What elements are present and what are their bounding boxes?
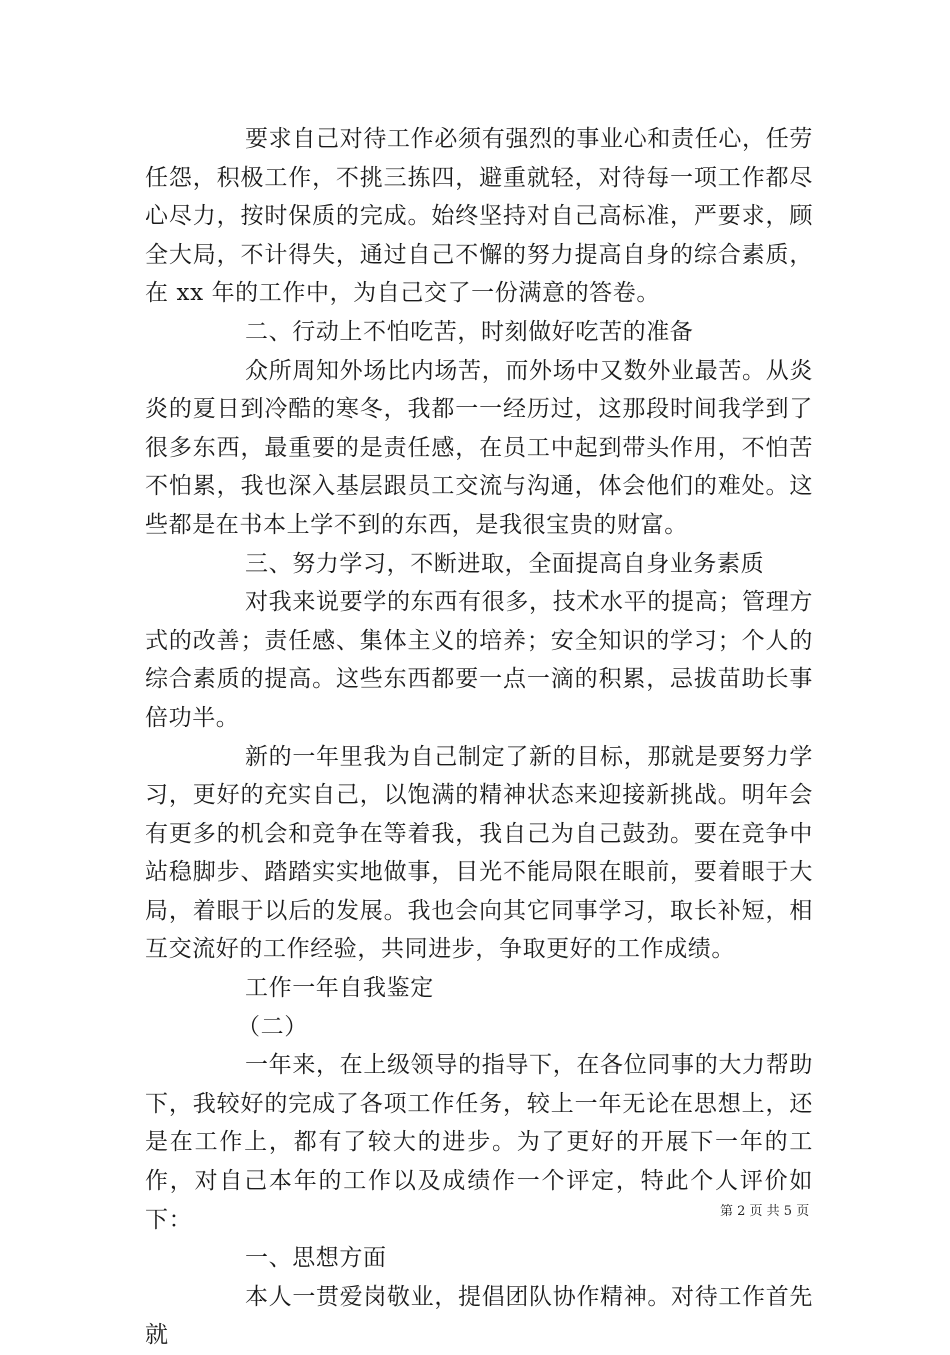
body-paragraph: 众所周知外场比内场苦，而外场中又数外业最苦。从炎炎的夏日到冷酷的寒冬，我都一一经历过，这那段时间我学到了很多东西，最重要的是责任感，在员工中起到带头作用，不怕苦不怕累，我也深入基层跟员工交流与沟通，体会他们的难处。这些都是在书本上学不到的东西，是我很宝贵的财富。 [145, 357, 813, 538]
document-title: 工作一年自我鉴定 [245, 975, 434, 1002]
document-subtitle: （二） [237, 1013, 308, 1040]
body-paragraph: 本人一贯爱岗敬业，提倡团队协作精神。对待工作首先就 [145, 1283, 813, 1349]
body-paragraph: 对我来说要学的东西有很多，技术水平的提高；管理方式的改善；责任感、集体主义的培养；安全知识的学习；个人的综合素质的提高。这些东西都要一点一滴的积累，忌拔苗助长事倍功半。 [145, 589, 813, 731]
body-paragraph: 新的一年里我为自己制定了新的目标，那就是要努力学习，更好的充实自己，以饱满的精神状态来迎接新挑战。明年会有更多的机会和竞争在等着我，我自己为自己鼓劲。要在竞争中站稳脚步、踏踏实实地做事，目光不能局限在眼前，要着眼于大局，着眼于以后的发展。我也会向其它同事学习，取长补短，相互交流好的工作经验，共同进步，争取更好的工作成绩。 [145, 743, 813, 963]
section-heading: 二、行动上不怕吃苦，时刻做好吃苦的准备 [245, 318, 694, 345]
document-body [145, 120, 813, 1355]
body-paragraph: 一年来，在上级领导的指导下，在各位同事的大力帮助下，我较好的完成了各项工作任务，较上一年无论在思想上，还是在工作上，都有了较大的进步。为了更好的开展下一年的工作，对自己本年的工作以及成绩作一个评定，特此个人评价如下： [145, 1052, 813, 1233]
section-heading: 一、思想方面 [245, 1245, 387, 1272]
page-number-footer: 第 2 页 共 5 页 [720, 1204, 810, 1219]
body-paragraph: 要求自己对待工作必须有强烈的事业心和责任心，任劳任怨，积极工作，不挑三拣四，避重就轻，对待每一项工作都尽心尽力，按时保质的完成。始终坚持对自己高标准，严要求，顾全大局，不计得失，通过自己不懈的努力提高自身的综合素质，在 xx 年的工作中，为自己交了一份满意的答卷。 [145, 126, 813, 307]
section-heading: 三、努力学习，不断进取，全面提高自身业务素质 [245, 550, 765, 577]
